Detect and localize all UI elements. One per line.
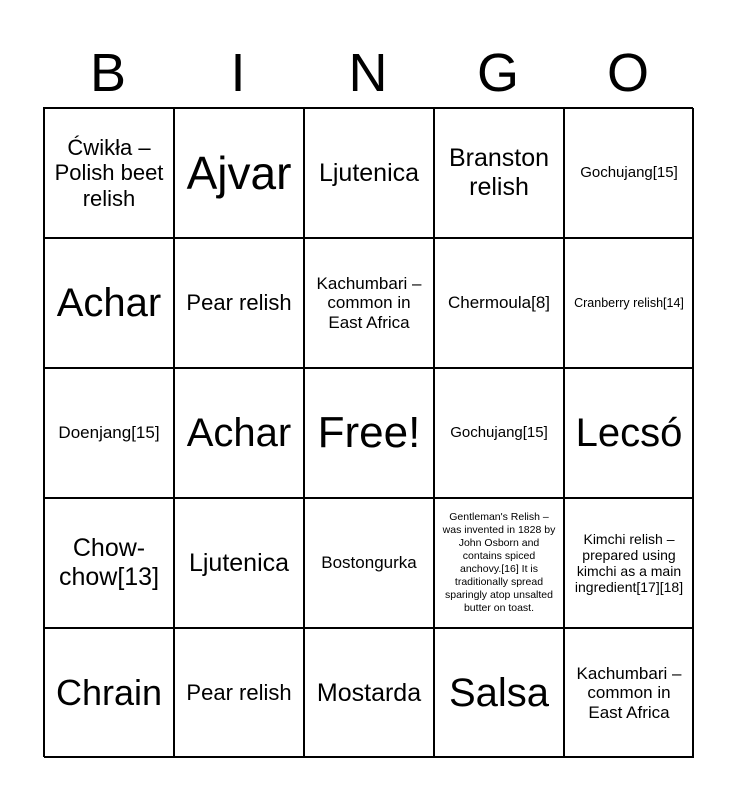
cell-text: Ljutenica	[318, 158, 420, 187]
free-space[interactable]	[304, 368, 434, 498]
cell-text: Doenjang[15]	[58, 423, 160, 443]
bingo-cell[interactable]	[564, 238, 694, 368]
cell-text: Achar	[186, 411, 292, 455]
bingo-cell[interactable]	[304, 498, 434, 628]
cell-text: Chow-chow[13]	[58, 534, 160, 591]
cell-text: Lecsó	[575, 411, 683, 455]
bingo-cell[interactable]	[434, 368, 564, 498]
bingo-cell[interactable]	[564, 108, 694, 238]
cell-text: Pear relish	[186, 290, 292, 316]
cell-text: Kachumbari – common in East Africa	[316, 273, 422, 332]
cell-text: Gentleman's Relish – was invented in 1828 by John Osborn and contains spiced anchovy.[16] It is traditionally spread sparingly atop unsalted butter on toast.	[442, 510, 556, 615]
cell-text: Bostongurka	[321, 553, 417, 573]
header-letter-o: O	[606, 43, 649, 103]
bingo-cell[interactable]	[44, 108, 174, 238]
cell-text: Salsa	[448, 671, 550, 715]
bingo-cell[interactable]	[434, 628, 564, 758]
cell-text: Kachumbari – common in East Africa	[576, 663, 682, 722]
bingo-cell[interactable]	[304, 238, 434, 368]
bingo-cell[interactable]	[564, 628, 694, 758]
bingo-cell[interactable]	[304, 628, 434, 758]
bingo-cell[interactable]	[44, 498, 174, 628]
cell-text: Free!	[317, 407, 421, 457]
header-letter-g: G	[476, 43, 519, 103]
bingo-cell[interactable]	[174, 108, 304, 238]
cell-text: Mostarda	[316, 678, 422, 707]
bingo-cell[interactable]	[174, 238, 304, 368]
bingo-cell[interactable]	[564, 368, 694, 498]
bingo-header	[43, 40, 693, 106]
bingo-cell[interactable]	[304, 108, 434, 238]
cell-text: Chermoula[8]	[447, 293, 551, 313]
bingo-cell[interactable]	[174, 368, 304, 498]
bingo-cell[interactable]	[434, 108, 564, 238]
header-letter-b: B	[89, 43, 127, 103]
bingo-card	[43, 107, 693, 757]
cell-text: Gochujang[15]	[450, 424, 548, 442]
cell-text: Gochujang[15]	[580, 164, 678, 182]
bingo-cell[interactable]	[44, 238, 174, 368]
cell-text: Chrain	[55, 672, 163, 714]
bingo-cell[interactable]	[44, 368, 174, 498]
cell-text: Achar	[56, 281, 162, 325]
cell-text: Pear relish	[186, 680, 292, 706]
cell-text: Ljutenica	[188, 548, 290, 577]
bingo-cell[interactable]	[434, 238, 564, 368]
header-letter-n: N	[348, 43, 388, 103]
bingo-cell[interactable]	[44, 628, 174, 758]
bingo-cell[interactable]	[174, 498, 304, 628]
cell-text: Ćwikła – Polish beet relish	[54, 135, 164, 211]
cell-text: Cranberry relish[14]	[574, 295, 684, 310]
cell-text: Ajvar	[186, 146, 292, 199]
bingo-cell[interactable]	[564, 498, 694, 628]
cell-text: Kimchi relish – prepared using kimchi as a main ingredient[17][18]	[574, 530, 684, 596]
bingo-cell[interactable]	[434, 498, 564, 628]
cell-text: Branston relish	[448, 144, 550, 201]
bingo-cell[interactable]	[174, 628, 304, 758]
header-letter-i: I	[230, 43, 246, 103]
